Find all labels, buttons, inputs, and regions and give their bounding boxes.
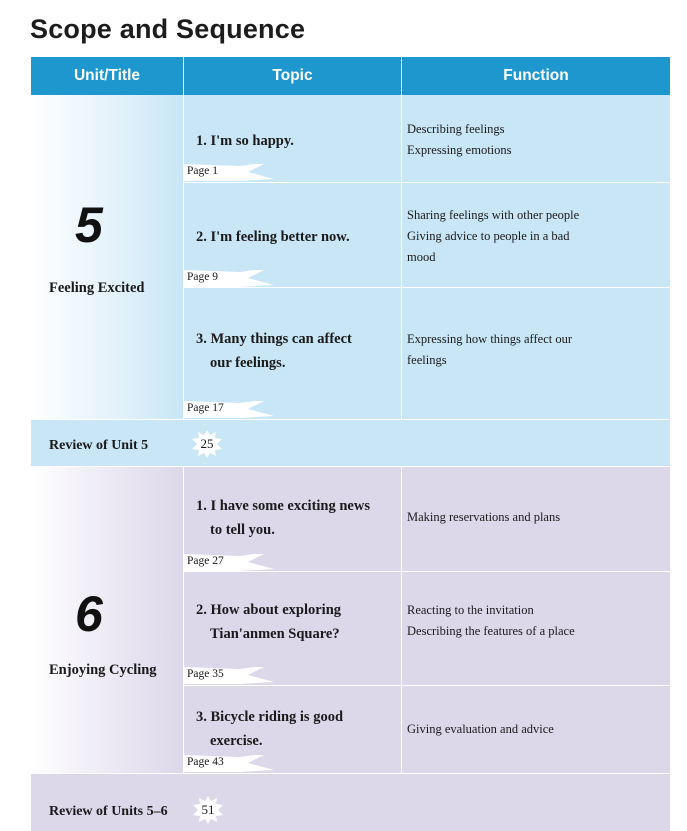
unit6-page-tag-2 bbox=[184, 667, 274, 684]
unit6-title: Enjoying Cycling bbox=[49, 662, 157, 678]
page-label: Page 17 bbox=[187, 402, 224, 414]
unit6-function-1 bbox=[407, 507, 617, 528]
function-line: Expressing emotions bbox=[407, 143, 512, 157]
page-title: Scope and Sequence bbox=[30, 14, 306, 44]
topic-line: 3. Many things can affect bbox=[196, 331, 352, 347]
unit6-page-tag-3 bbox=[184, 755, 274, 772]
unit5-function-2 bbox=[407, 205, 617, 268]
topic-line: 2. How about exploring bbox=[196, 602, 342, 618]
divider bbox=[183, 95, 184, 419]
page-label: Page 1 bbox=[187, 165, 218, 177]
unit5-review-page bbox=[192, 430, 222, 458]
unit6-topic-1 bbox=[196, 494, 396, 542]
divider bbox=[401, 95, 402, 419]
divider bbox=[183, 467, 184, 774]
unit5-number: 5 bbox=[75, 197, 103, 253]
topic-line: exercise. bbox=[210, 733, 263, 749]
unit5-title-cell bbox=[31, 95, 183, 419]
topic-line: Tian'anmen Square? bbox=[210, 626, 340, 642]
review-page-number: 25 bbox=[200, 436, 214, 451]
unit5-title: Feeling Excited bbox=[49, 280, 145, 296]
topic-line: 1. I'm so happy. bbox=[196, 133, 294, 149]
divider bbox=[184, 182, 670, 183]
unit6-function-2 bbox=[407, 600, 617, 642]
header-unit-title: Unit/Title bbox=[31, 57, 183, 95]
function-line: Describing feelings bbox=[407, 122, 505, 136]
scope-sequence-table bbox=[31, 57, 670, 831]
header-function: Function bbox=[402, 57, 670, 95]
unit5-page-tag-3 bbox=[184, 401, 274, 418]
unit5-function-3 bbox=[407, 329, 617, 371]
topic-line: 3. Bicycle riding is good bbox=[196, 709, 344, 725]
unit6-review-page bbox=[193, 796, 223, 824]
page-label: Page 27 bbox=[187, 555, 224, 567]
divider bbox=[31, 773, 670, 774]
divider bbox=[31, 419, 670, 420]
unit6-topic-2 bbox=[196, 598, 396, 646]
topic-line: to tell you. bbox=[210, 522, 275, 538]
unit5-page-tag-2 bbox=[184, 270, 274, 287]
function-line: Giving evaluation and advice bbox=[407, 722, 554, 736]
unit6-title-cell bbox=[31, 467, 183, 774]
function-line: mood bbox=[407, 250, 436, 264]
unit5-topic-1 bbox=[196, 129, 396, 153]
divider bbox=[401, 467, 402, 774]
unit5-topic-2 bbox=[196, 225, 396, 249]
function-line: Reacting to the invitation bbox=[407, 603, 534, 617]
topic-line: 2. I'm feeling better now. bbox=[196, 229, 350, 245]
divider bbox=[31, 466, 670, 467]
unit5-function-1 bbox=[407, 119, 617, 161]
page-label: Page 35 bbox=[187, 668, 224, 680]
unit6-page-tag-1 bbox=[184, 554, 274, 571]
function-line: Making reservations and plans bbox=[407, 510, 561, 524]
unit5-page-tag-1 bbox=[184, 164, 274, 181]
function-line: Expressing how things affect our bbox=[407, 332, 573, 346]
function-line: Giving advice to people in a bad bbox=[407, 229, 570, 243]
page-label: Page 9 bbox=[187, 271, 218, 283]
topic-line: 1. I have some exciting news bbox=[196, 498, 370, 514]
function-line: Describing the features of a place bbox=[407, 624, 575, 638]
unit6-function-3 bbox=[407, 719, 617, 740]
divider bbox=[184, 685, 670, 686]
unit5-topic-3 bbox=[196, 327, 396, 375]
function-line: Sharing feelings with other people bbox=[407, 208, 580, 222]
unit6-review-label: Review of Units 5–6 bbox=[49, 804, 168, 819]
review-page-number: 51 bbox=[201, 802, 215, 817]
divider bbox=[184, 287, 670, 288]
unit5-review-label: Review of Unit 5 bbox=[49, 438, 149, 453]
page-label: Page 43 bbox=[187, 756, 224, 768]
divider bbox=[184, 571, 670, 572]
unit6-topic-3 bbox=[196, 705, 396, 753]
topic-line: our feelings. bbox=[210, 355, 286, 371]
function-line: feelings bbox=[407, 353, 447, 367]
unit6-number: 6 bbox=[75, 586, 103, 642]
header-topic: Topic bbox=[184, 57, 401, 95]
